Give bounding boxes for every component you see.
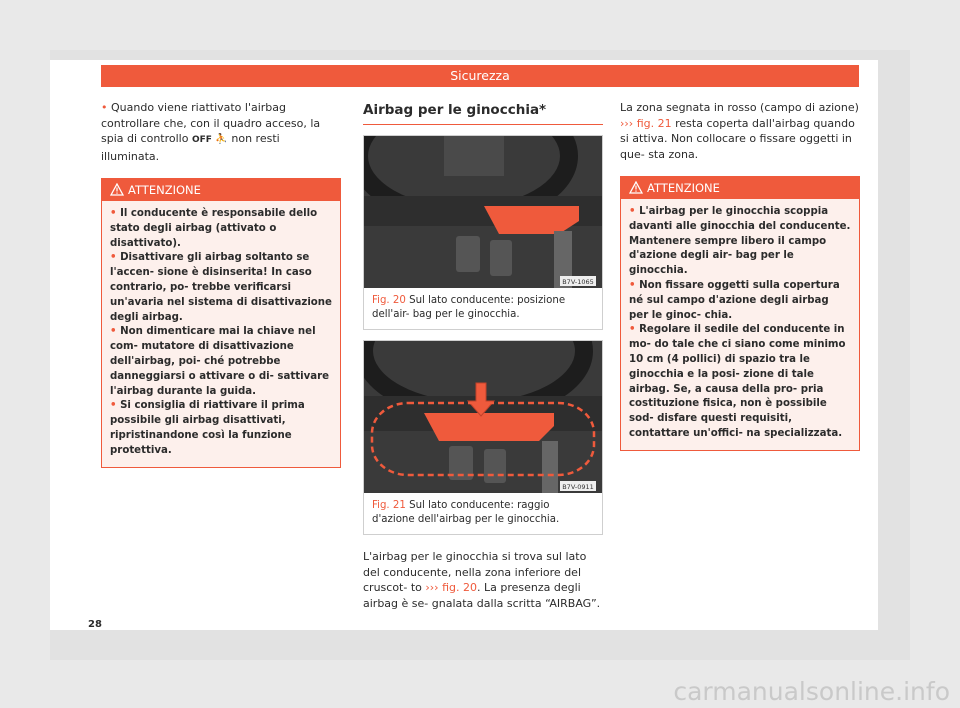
figure-caption: Fig. 21 Sul lato conducente: raggio d'azione dell'airbag per le ginocchia.	[372, 500, 560, 525]
knee-airbag-position-image	[364, 136, 602, 288]
airbag-off-icon: OFF	[191, 135, 212, 145]
figure-code: B7V-1065	[562, 278, 594, 286]
passenger-airbag-icon: ⛹	[215, 134, 228, 145]
column-1	[101, 100, 341, 468]
body-paragraph: L'airbag per le ginocchia si trova sul lato del conducente, nella zona inferiore del cruscot- to ››› fig. 20. La presenza degli airbag è se- gnalata dalla scritta “AIRBAG”.	[363, 550, 601, 610]
knee-airbag-range-image	[364, 341, 602, 493]
figure-caption: Fig. 20 Sul lato conducente: posizione dell'air- bag per le ginocchia.	[372, 295, 566, 320]
section-title: Airbag per le ginocchia*	[363, 100, 603, 125]
warning-item: • Il conducente è responsabile dello stato degli airbag (attivato o disattivato).	[110, 208, 318, 249]
warning-body	[102, 201, 340, 467]
warning-box	[101, 178, 341, 468]
figure-code: B7V-0911	[562, 483, 594, 491]
warning-box	[620, 176, 860, 451]
warning-body	[621, 199, 859, 450]
figure-link[interactable]: ››› fig. 21	[620, 116, 672, 130]
figure-link[interactable]: ››› fig. 20	[425, 581, 477, 594]
column-3	[620, 100, 860, 451]
warning-header: ATTENZIONE	[621, 177, 859, 199]
page-number: 28	[88, 619, 102, 630]
intro-paragraph: • Quando viene riattivato l'airbag controllare che, con il quadro acceso, la spia di controllo OFF ⛹ non resti illuminata.	[101, 101, 321, 163]
warning-item: • Non dimenticare mai la chiave nel com- mutatore di disattivazione dell'airbag, poi- ché potrebbe danneggiarsi o attivare o di- sattivare l'airbag durante la guida.	[110, 326, 330, 397]
figure-21	[363, 340, 603, 535]
body-paragraph: La zona segnata in rosso (campo di azione) ››› fig. 21 resta coperta dall'airbag quando si attiva. Non collocare o fissare oggetti in que- sta zona.	[620, 101, 859, 161]
warning-item: • Non fissare oggetti sulla copertura né sul campo d'azione degli airbag per le ginoc- chia.	[629, 279, 840, 321]
warning-header: ATTENZIONE	[102, 179, 340, 201]
warning-item: • Regolare il sedile del conducente in mo- do tale che ci siano come minimo 10 cm (4 pollici) di spazio tra le ginocchia e la posi- zione di tale airbag. Se, a causa della pro- pria costituzione fisica, non è possibile sod- disfare questi requisiti, contattare un'offici- na specializzata.	[629, 324, 846, 439]
section-header: Sicurezza	[101, 65, 859, 87]
warning-item: • L'airbag per le ginocchia scoppia davanti alle ginocchia del conducente. Mantenere sempre libero il campo d'azione degli air- bag per le ginocchia.	[629, 206, 851, 277]
bullet-icon: •	[101, 101, 108, 114]
warning-triangle-icon	[110, 183, 124, 196]
figure-20	[363, 135, 603, 330]
watermark: carmanualsonline.info	[673, 677, 950, 706]
warning-item: • Si consiglia di riattivare il prima possibile gli airbag disattivati, ripristinandone così la funzione protettiva.	[110, 400, 305, 456]
warning-item: • Disattivare gli airbag soltanto se l'accen- sione è disinserita! In caso contrario, po- trebbe verificarsi un'avaria nel sistema di disattivazione degli airbag.	[110, 252, 332, 323]
warning-triangle-icon	[629, 181, 643, 194]
column-2	[363, 100, 603, 611]
